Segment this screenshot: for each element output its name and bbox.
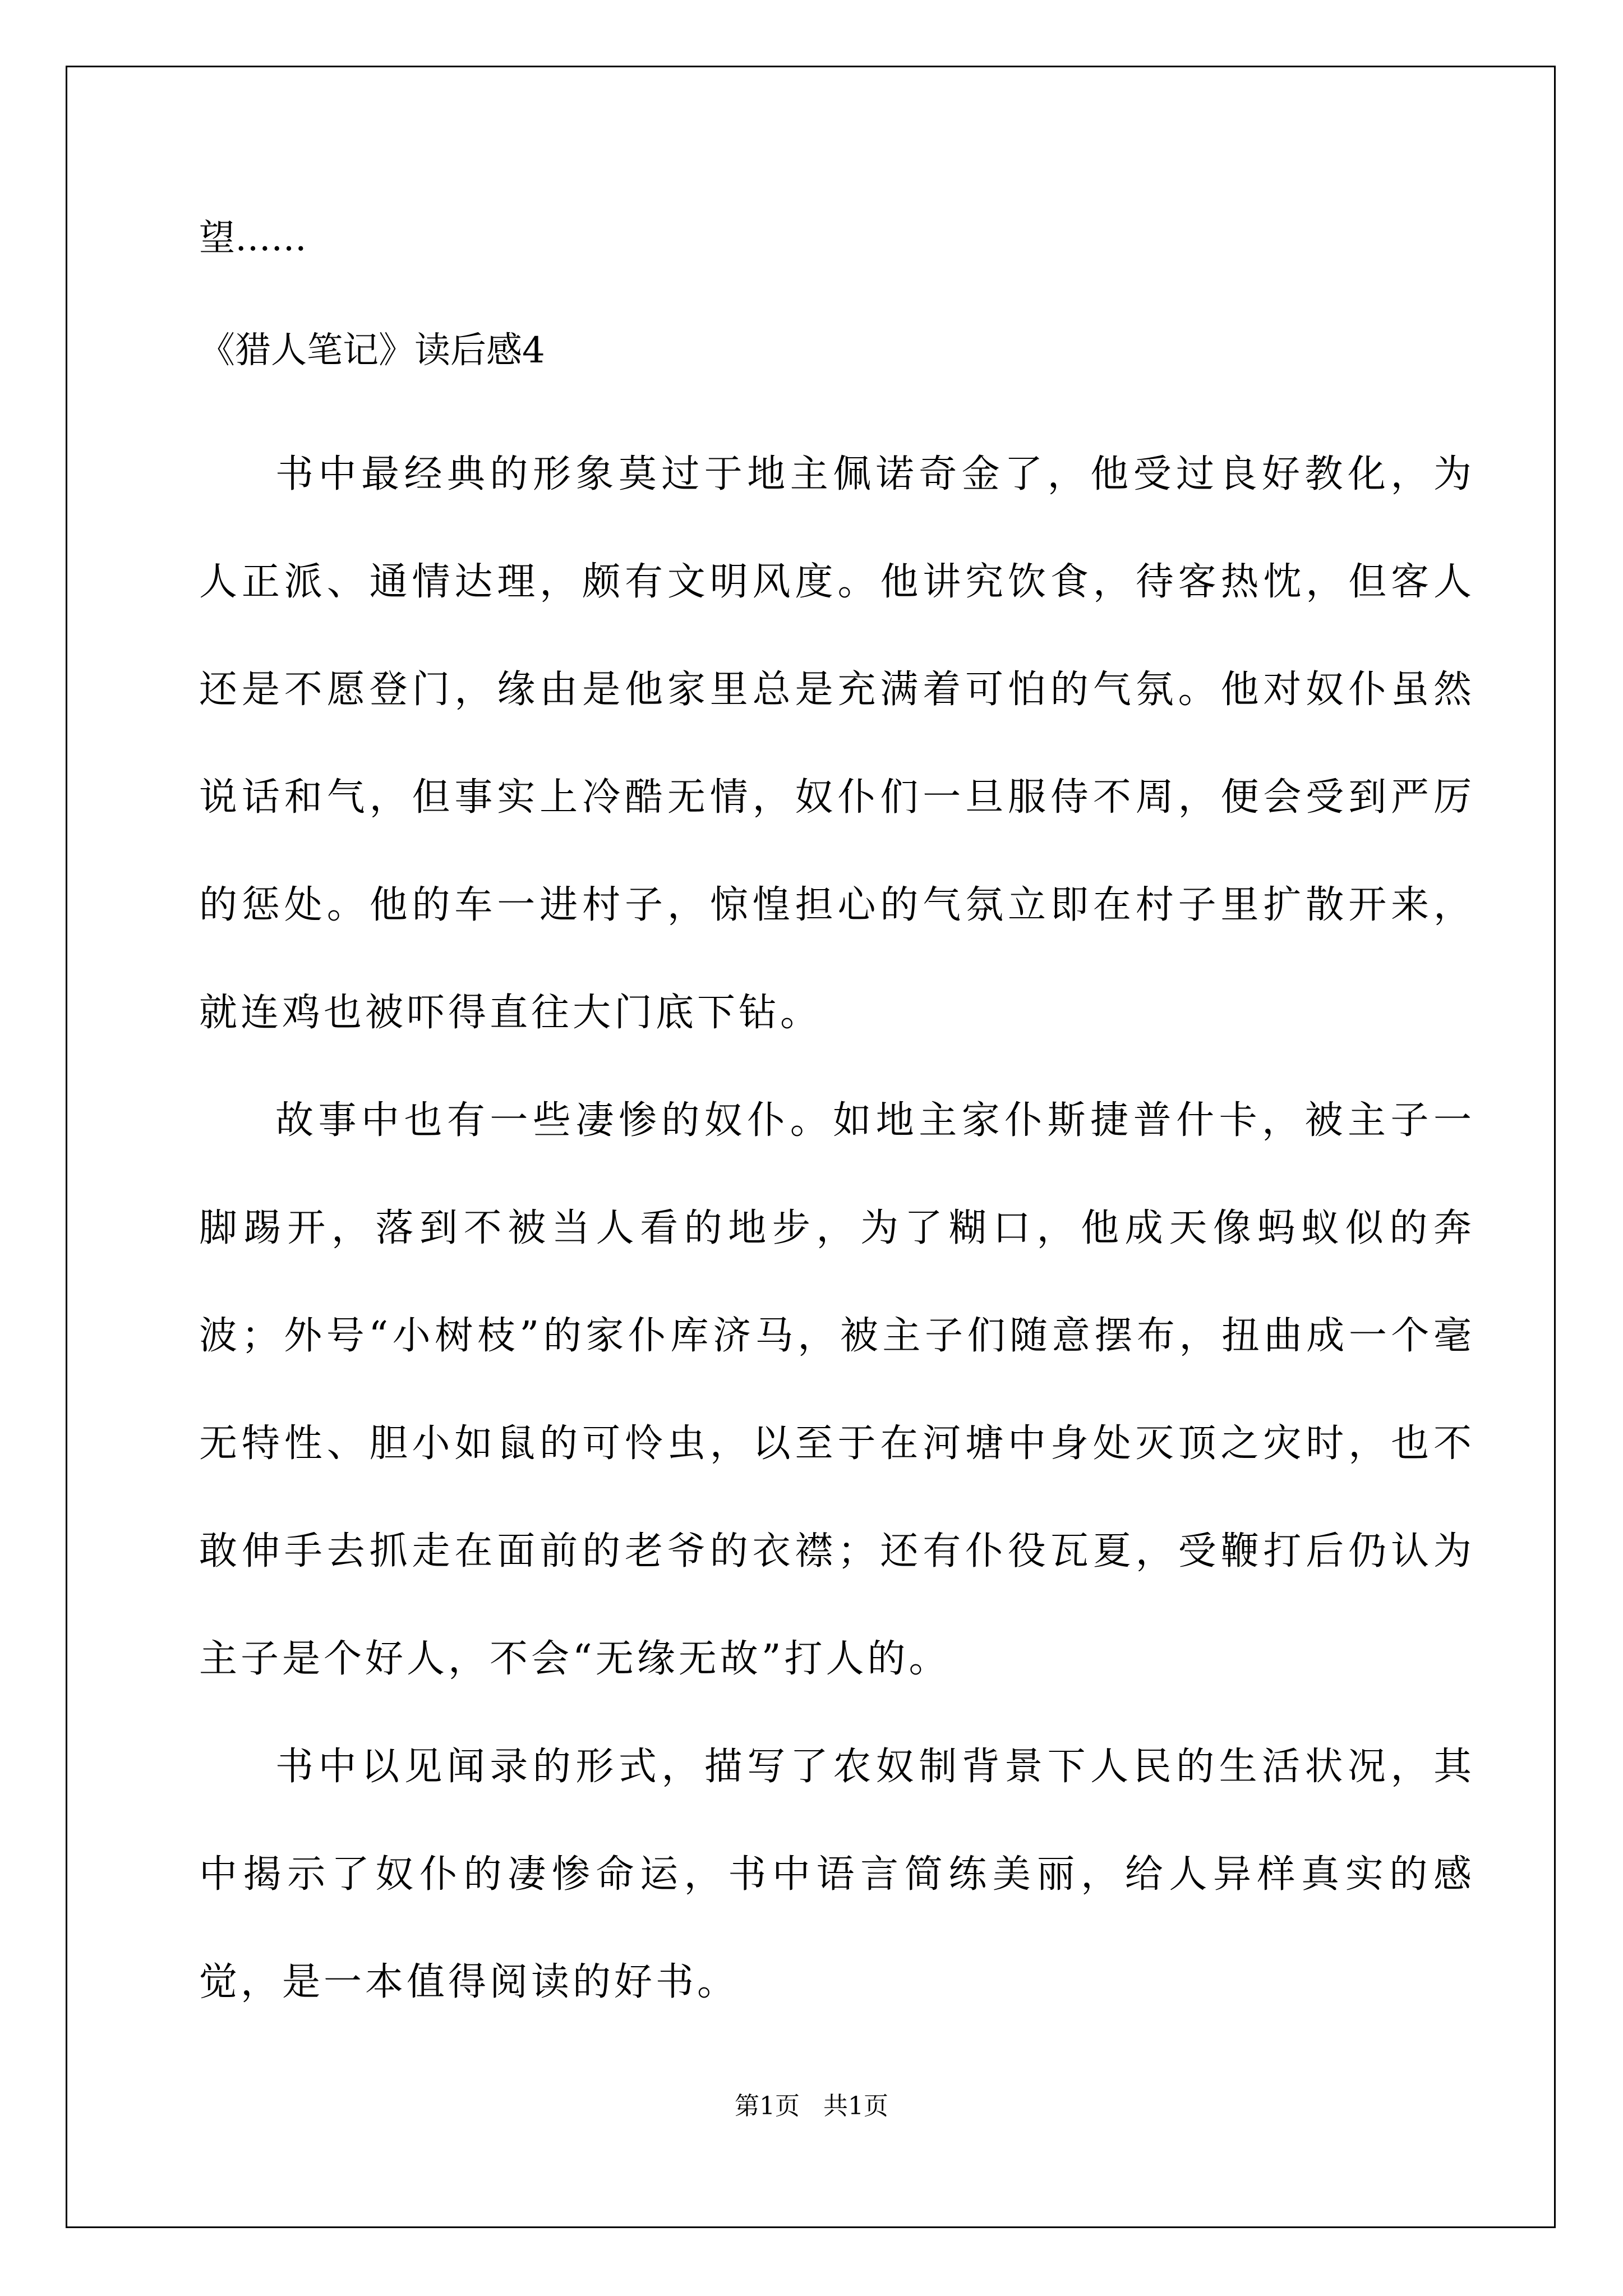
paragraph-1: 书中最经典的形象莫过于地主佩诺奇金了，他受过良好教化，为人正派、通情达理，颇有文明风度。他讲究饮食，待客热忱，但客人还是不愿登门，缘由是他家里总是充满着可怕的气氛。他对奴仆虽然说话和气，但事实上冷酷无情，奴仆们一旦服侍不周，便会受到严厉的惩处。他的车一进村子，惊惶担心的气氛立即在村子里扩散开来，就连鸡也被吓得直往大门底下钻。 (199, 452, 1475, 1035)
page-footer: 第1页 共1页 (735, 2092, 888, 2120)
paragraph-2: 故事中也有一些凄惨的奴仆。如地主家仆斯捷普什卡，被主子一脚踢开，落到不被当人看的地步，为了糊口，他成天像蚂蚁似的奔波；外号“小树枝”的家仆库济马，被主子们随意摆布，扭曲成一个毫无特性、胆小如鼠的可怜虫，以至于在河塘中身处灭顶之灾时，也不敢伸手去抓走在面前的老爷的衣襟；还有仆役瓦夏，受鞭打后仍认为主子是个好人，不会“无缘无故”打人的。 (199, 1098, 1475, 1681)
paragraph-3: 书中以见闻录的形式，描写了农奴制背景下人民的生活状况，其中揭示了奴仆的凄惨命运，书中语言简练美丽，给人异样真实的感觉，是一本值得阅读的好书。 (199, 1745, 1475, 2004)
document-body (199, 213, 1475, 2036)
continuation-line: 望…… (199, 218, 307, 259)
essay-heading: 《猎人笔记》读后感4 (199, 330, 545, 371)
